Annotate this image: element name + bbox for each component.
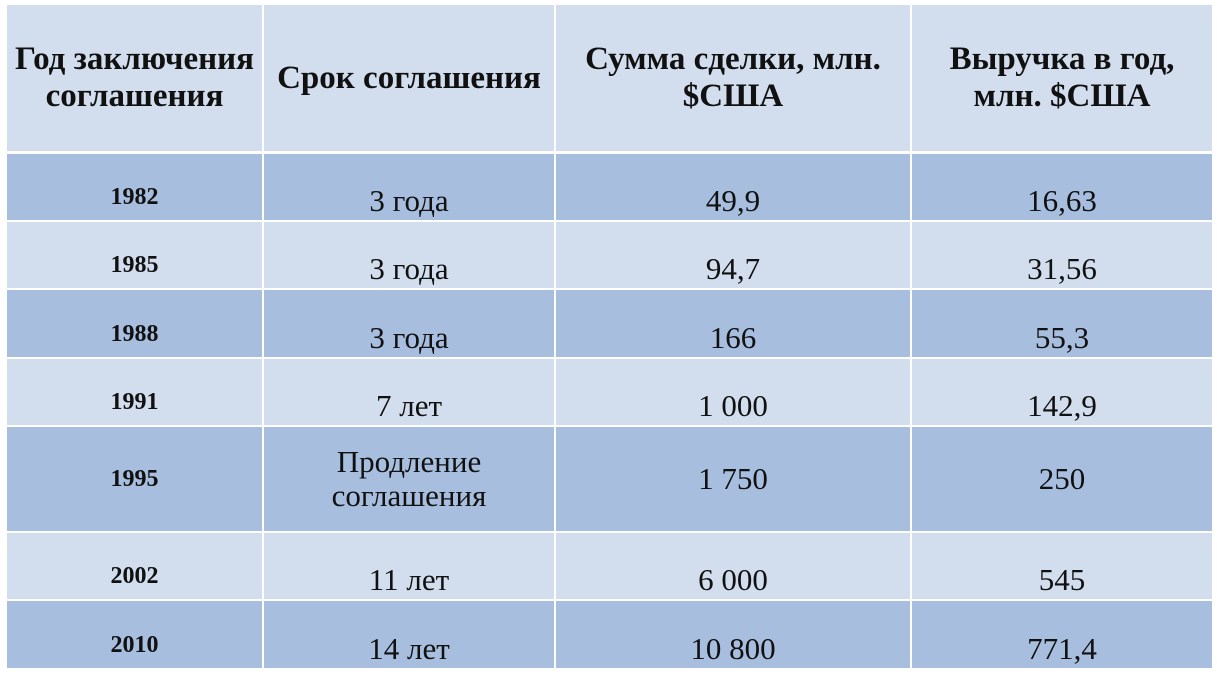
table-header-row [6, 4, 1213, 153]
header-year: Год заключения соглашения [6, 4, 263, 153]
header-annual-revenue: Выручка в год, млн. $США [911, 4, 1213, 153]
header-term: Срок соглашения [263, 4, 555, 153]
table-row [6, 289, 1213, 357]
cell-deal-amount: 94,7 [555, 221, 911, 289]
table-row [6, 426, 1213, 532]
cell-annual-revenue: 55,3 [911, 289, 1213, 357]
cell-year: 1995 [6, 426, 263, 532]
table-row [6, 221, 1213, 289]
cell-deal-amount: 6 000 [555, 532, 911, 600]
table-row [6, 153, 1213, 221]
cell-annual-revenue: 142,9 [911, 358, 1213, 426]
cell-year: 1991 [6, 358, 263, 426]
cell-year: 1985 [6, 221, 263, 289]
table-row [6, 532, 1213, 600]
cell-deal-amount: 1 000 [555, 358, 911, 426]
cell-year: 1988 [6, 289, 263, 357]
cell-year: 2002 [6, 532, 263, 600]
cell-term: 11 лет [263, 532, 555, 600]
cell-annual-revenue: 771,4 [911, 600, 1213, 669]
cell-year: 1982 [6, 153, 263, 221]
cell-deal-amount: 166 [555, 289, 911, 357]
header-deal-amount: Сумма сделки, млн. $США [555, 4, 911, 153]
agreements-table-container [5, 3, 1212, 670]
cell-term: 14 лет [263, 600, 555, 669]
cell-deal-amount: 49,9 [555, 153, 911, 221]
cell-annual-revenue: 545 [911, 532, 1213, 600]
cell-deal-amount: 1 750 [555, 426, 911, 532]
cell-year: 2010 [6, 600, 263, 669]
cell-term: 3 года [263, 153, 555, 221]
cell-term: 7 лет [263, 358, 555, 426]
cell-annual-revenue: 31,56 [911, 221, 1213, 289]
cell-term: 3 года [263, 221, 555, 289]
cell-annual-revenue: 250 [911, 426, 1213, 532]
cell-deal-amount: 10 800 [555, 600, 911, 669]
table-row [6, 358, 1213, 426]
cell-term: Продление соглашения [263, 426, 555, 532]
cell-annual-revenue: 16,63 [911, 153, 1213, 221]
table-row [6, 600, 1213, 669]
agreements-table [5, 3, 1214, 670]
cell-term: 3 года [263, 289, 555, 357]
